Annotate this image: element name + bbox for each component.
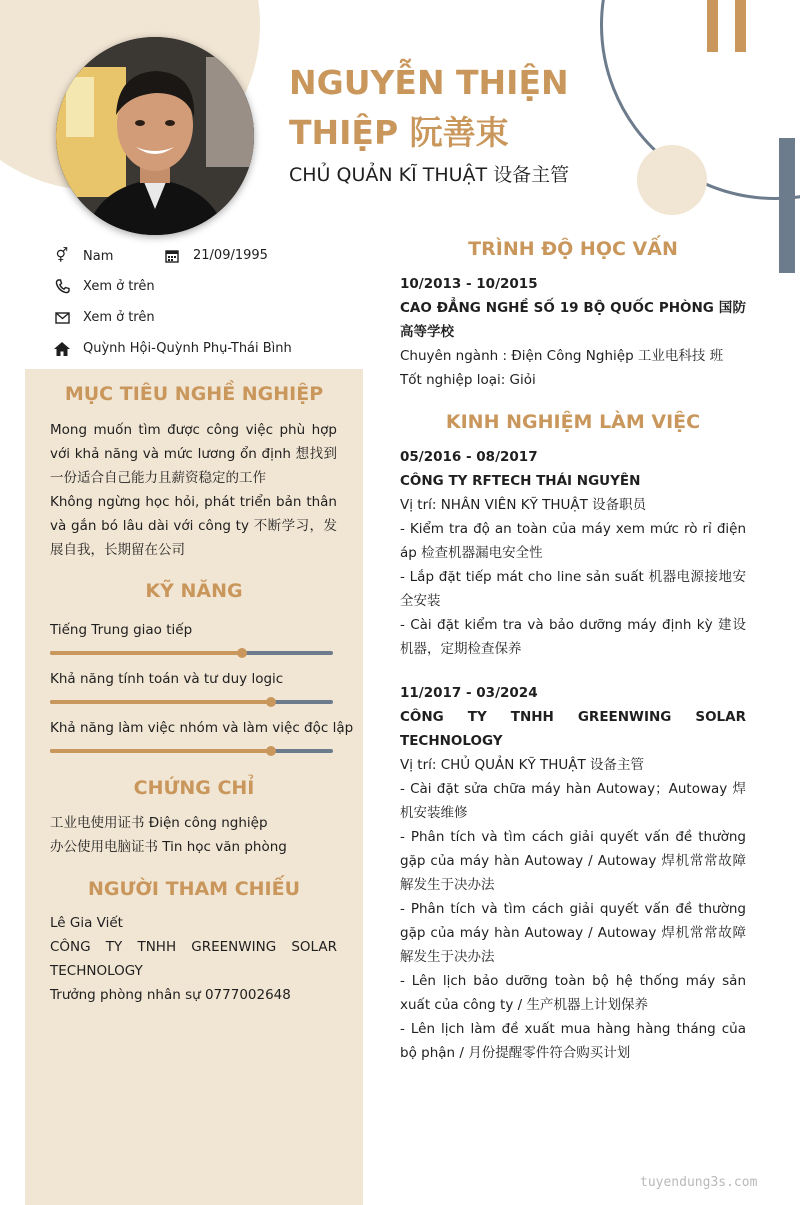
gender-icon: ⚥ [55,248,69,264]
skill-knob [266,697,276,707]
job-position: Vị trí: CHỦ QUẢN KỸ THUẬT 设备主管 [400,757,645,773]
skill-fill [50,749,271,753]
job-entry [400,445,746,661]
profile-photo [56,37,254,235]
skill-bar [50,700,333,704]
candidate-name [289,58,649,158]
email-value: Xem ở trên [83,310,155,325]
education-major: Chuyên ngành : Điện Công Nghiệp 工业电科技 班 [400,348,724,364]
experience-title: KINH NGHIỆM LÀM VIỆC [445,411,701,433]
name-line-2: THIỆP 阮善束 [289,113,509,152]
skill-label: Khả năng tính toán và tư duy logic [50,671,284,687]
email-row [52,310,155,325]
birthday-row [162,248,268,263]
job-duty: - Lên lịch làm đề xuất mua hàng hàng tháng của bộ phận / 月份提醒零件符合购买计划 [400,1021,746,1061]
objective-title: MỤC TIÊU NGHỀ NGHIỆP [64,383,324,405]
job-period: 05/2016 - 08/2017 [400,449,538,465]
certificates-title: CHỨNG CHỈ [133,777,255,799]
decorative-side-bar [779,138,795,273]
job-duty: - Cài đặt sửa chữa máy hàn Autoway；Autoway 焊机安装维修 [400,781,746,821]
address-value: Quỳnh Hội-Quỳnh Phụ-Thái Bình [83,341,292,356]
reference-name: Lê Gia Viết [50,915,123,931]
objective-line: Không ngừng học hỏi, phát triển bản thân và gắn bó lâu dài với công ty 不断学习，发展自我，长期留在公司 [50,494,337,558]
watermark: tuyendung3s.com [640,1175,758,1190]
home-icon [52,342,72,356]
job-duty: - Lên lịch bảo dưỡng toàn bộ hệ thống máy sản xuất của công ty / 生产机器上计划保养 [400,973,746,1013]
phone-icon [52,279,72,294]
birthday-value: 21/09/1995 [193,248,268,263]
education-title: TRÌNH ĐỘ HỌC VẤN [468,238,678,260]
skill-label: Tiếng Trung giao tiếp [50,622,193,638]
job-company: CÔNG TY RFTECH THÁI NGUYÊN [400,473,641,489]
job-period: 11/2017 - 03/2024 [400,685,538,701]
education-period: 10/2013 - 10/2015 [400,276,538,292]
certificates-list [50,811,337,859]
job-title: CHỦ QUẢN KĨ THUẬT 设备主管 [289,164,570,186]
mail-icon [52,312,72,324]
certificate-item: 工业电使用证书 Điện công nghiệp [50,815,268,831]
address-row [52,341,292,356]
references-title: NGƯỜI THAM CHIẾU [87,878,301,900]
skill-bar [50,651,333,655]
skill-fill [50,651,242,655]
job-duty: - Phân tích và tìm cách giải quyết vấn đề thường gặp của máy hàn Autoway / Autoway 焊机常常故障解发生于决办法 [400,901,746,965]
name-line-1: NGUYỄN THIỆN [289,63,569,102]
certificate-item: 办公使用电脑证书 Tin học văn phòng [50,839,287,855]
phone-value: Xem ở trên [83,279,155,294]
phone-row [52,279,155,294]
decorative-bar [707,0,718,52]
job-position: Vị trí: NHÂN VIÊN KỸ THUẬT 设备职员 [400,497,647,513]
decorative-bar [735,0,746,52]
education-school: CAO ĐẲNG NGHỀ SỐ 19 BỘ QUỐC PHÒNG 国防高等学校 [400,300,746,340]
job-duty: - Kiểm tra độ an toàn của máy xem mức rò rỉ điện áp 检查机器漏电安全性 [400,521,746,561]
objective-text [50,418,337,562]
skills-title: KỸ NĂNG [145,580,243,602]
reference-position: Trưởng phòng nhân sự 0777002648 [50,987,291,1003]
reference-company: CÔNG TY TNHH GREENWING SOLAR TECHNOLOGY [50,939,337,979]
education-grade: Tốt nghiệp loại: Giỏi [400,372,536,388]
job-duty: - Lắp đặt tiếp mát cho line sản suất 机器电源接地安全安装 [400,569,746,609]
job-duty: - Phân tích và tìm cách giải quyết vấn đề thường gặp của máy hàn Autoway / Autoway 焊机常常故障解发生于决办法 [400,829,746,893]
job-company: CÔNG TY TNHH GREENWING SOLAR TECHNOLOGY [400,709,746,749]
job-entry [400,681,746,1065]
skill-fill [50,700,271,704]
gender-row [52,248,113,264]
calendar-icon [162,249,182,263]
job-duty: - Cài đặt kiểm tra và bảo dưỡng máy định kỳ 建设机器，定期检查保养 [400,617,746,657]
skill-label: Khả năng làm việc nhóm và làm việc độc lập [50,720,354,736]
skill-bar [50,749,333,753]
gender-value: Nam [83,248,114,264]
skill-knob [266,746,276,756]
references-block [50,911,337,1007]
education-block [400,272,746,392]
objective-line: Mong muốn tìm được công việc phù hợp với khả năng và mức lương ổn định 想找到一份适合自己能力且薪资稳定的工作 [50,422,337,486]
